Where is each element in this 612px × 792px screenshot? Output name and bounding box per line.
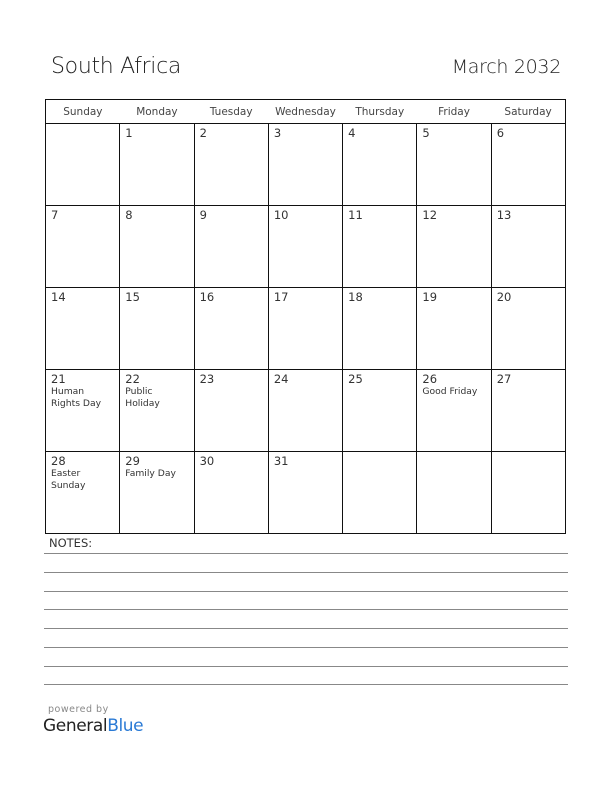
- week-row: [46, 288, 566, 370]
- holiday-label: Easter Sunday: [51, 468, 86, 491]
- day-number: 8: [125, 208, 133, 222]
- day-cell[interactable]: [491, 370, 565, 452]
- day-cell[interactable]: [417, 124, 491, 206]
- day-number: 2: [199, 126, 207, 140]
- week-row: [46, 124, 566, 206]
- day-number: 31: [273, 454, 289, 468]
- day-cell[interactable]: [46, 370, 120, 452]
- day-cell[interactable]: [491, 124, 565, 206]
- day-cell[interactable]: [417, 452, 491, 534]
- day-number: 30: [199, 454, 215, 468]
- weekday-header: Thursday: [343, 100, 417, 124]
- day-cell[interactable]: [120, 370, 194, 452]
- day-cell[interactable]: [268, 288, 342, 370]
- day-cell[interactable]: [194, 206, 268, 288]
- week-row: [46, 206, 566, 288]
- day-number: 19: [422, 290, 438, 304]
- day-number: 17: [273, 290, 289, 304]
- day-number: 10: [273, 208, 289, 222]
- day-cell[interactable]: [491, 288, 565, 370]
- day-cell[interactable]: [491, 452, 565, 534]
- notes-line[interactable]: [44, 572, 568, 573]
- country-title: South Africa: [51, 54, 182, 79]
- day-cell[interactable]: [268, 370, 342, 452]
- day-cell[interactable]: [194, 124, 268, 206]
- brand-general: General: [43, 716, 108, 736]
- weekday-header: Wednesday: [268, 100, 342, 124]
- weekday-header-row: [46, 100, 566, 124]
- notes-line[interactable]: [44, 684, 568, 685]
- notes-line[interactable]: [44, 553, 568, 554]
- day-number: 1: [125, 126, 133, 140]
- day-cell[interactable]: [46, 288, 120, 370]
- day-cell[interactable]: [46, 206, 120, 288]
- month-year-title: March 2032: [451, 56, 561, 78]
- day-number: 27: [496, 372, 512, 386]
- generalblue-logo: [43, 716, 143, 736]
- weekday-header: Sunday: [46, 100, 120, 124]
- day-cell[interactable]: [120, 124, 194, 206]
- holiday-label: Public Holiday: [125, 386, 160, 409]
- day-cell[interactable]: [46, 452, 120, 534]
- day-cell[interactable]: [120, 452, 194, 534]
- day-number: 4: [348, 126, 356, 140]
- holiday-label: Human Rights Day: [51, 386, 102, 409]
- day-number: 6: [496, 126, 505, 140]
- weekday-header: Tuesday: [194, 100, 268, 124]
- notes-line[interactable]: [44, 666, 568, 667]
- day-cell[interactable]: [343, 452, 417, 534]
- day-cell[interactable]: [491, 206, 565, 288]
- notes-line[interactable]: [44, 609, 568, 610]
- day-cell[interactable]: [194, 288, 268, 370]
- day-cell[interactable]: [120, 288, 194, 370]
- day-cell[interactable]: [120, 206, 194, 288]
- day-number: 22: [125, 372, 140, 386]
- day-number: 9: [199, 208, 207, 222]
- day-number: 29: [125, 454, 140, 468]
- day-number: 18: [348, 290, 363, 304]
- weekday-header: Monday: [120, 100, 194, 124]
- brand-blue: Blue: [107, 716, 144, 736]
- day-cell[interactable]: [268, 124, 342, 206]
- day-number: 21: [51, 372, 66, 386]
- day-cell[interactable]: [343, 370, 417, 452]
- day-number: 3: [273, 126, 282, 140]
- day-number: 13: [496, 208, 512, 222]
- day-cell[interactable]: [343, 288, 417, 370]
- week-row: [46, 370, 566, 452]
- day-number: 5: [422, 126, 430, 140]
- day-number: 23: [199, 372, 215, 386]
- day-number: 26: [422, 372, 438, 386]
- day-cell[interactable]: [268, 206, 342, 288]
- day-number: 12: [422, 208, 438, 222]
- day-cell[interactable]: [343, 124, 417, 206]
- day-cell[interactable]: [417, 206, 491, 288]
- day-cell[interactable]: [417, 370, 491, 452]
- powered-by-text: powered by: [48, 704, 109, 715]
- day-cell[interactable]: [194, 452, 268, 534]
- weekday-header: Saturday: [491, 100, 565, 124]
- holiday-label: Family Day: [125, 468, 176, 479]
- day-number: 7: [51, 208, 59, 222]
- day-number: 20: [496, 290, 512, 304]
- holiday-label: Good Friday: [422, 386, 478, 397]
- notes-line[interactable]: [44, 647, 568, 648]
- day-number: 28: [51, 454, 66, 468]
- day-cell[interactable]: [417, 288, 491, 370]
- day-number: 24: [273, 372, 289, 386]
- day-number: 14: [51, 290, 66, 304]
- day-cell[interactable]: [46, 124, 120, 206]
- day-number: 25: [348, 372, 363, 386]
- notes-line[interactable]: [44, 628, 568, 629]
- day-cell[interactable]: [194, 370, 268, 452]
- day-number: 15: [125, 290, 140, 304]
- weekday-header: Friday: [417, 100, 491, 124]
- day-number: 11: [348, 208, 363, 222]
- day-cell[interactable]: [343, 206, 417, 288]
- notes-label: NOTES:: [49, 536, 93, 550]
- calendar-grid: [45, 99, 566, 534]
- notes-line[interactable]: [44, 591, 568, 592]
- week-row: [46, 452, 566, 534]
- day-cell[interactable]: [268, 452, 342, 534]
- day-number: 16: [199, 290, 215, 304]
